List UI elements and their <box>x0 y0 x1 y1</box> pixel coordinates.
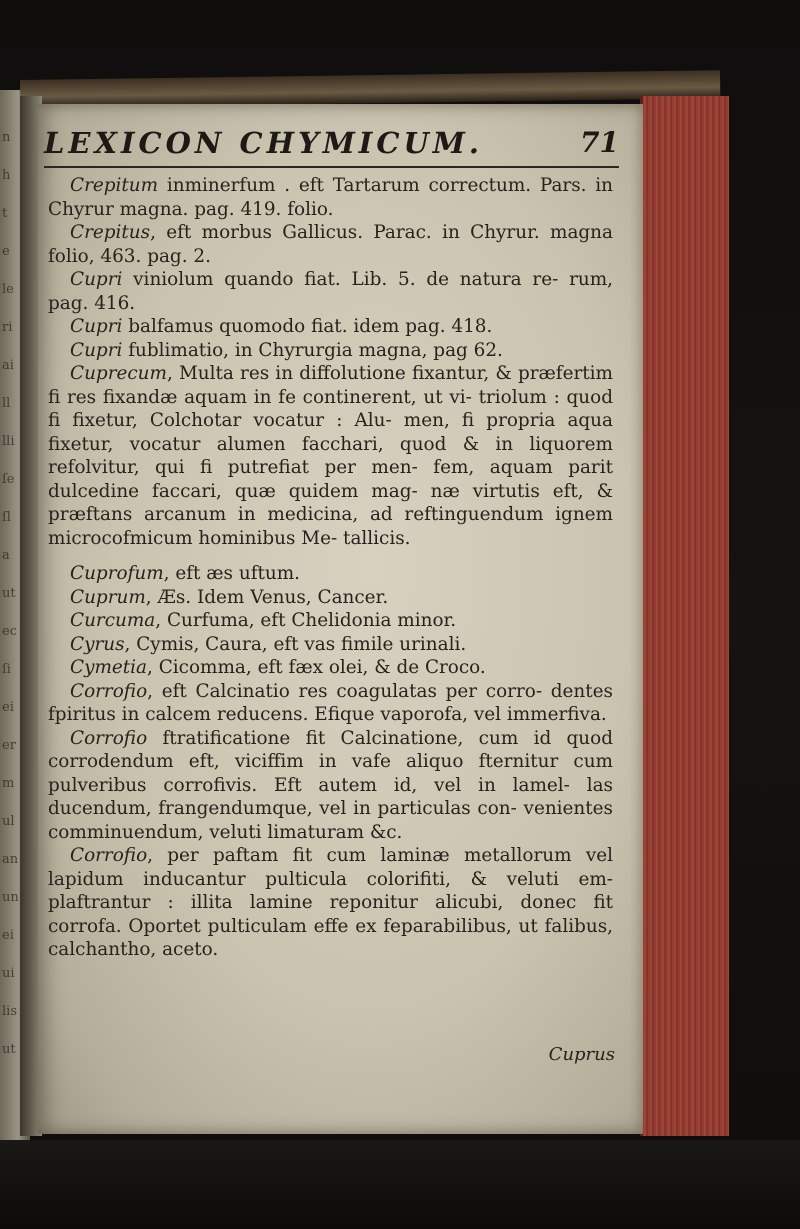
entry-term: Corrofio <box>70 727 148 749</box>
page-number: 71 <box>580 126 619 159</box>
adjacent-page-fragment: lli <box>2 434 15 449</box>
lexicon-entry <box>48 586 613 610</box>
adjacent-page-fragment: ei <box>2 700 14 715</box>
lexicon-entry <box>48 221 613 268</box>
lexicon-entry <box>48 174 613 221</box>
entry-text: balfamus quomodo fiat. idem pag. 418. <box>122 316 493 337</box>
adjacent-page-fragment: h <box>2 168 11 183</box>
adjacent-page-fragment: m <box>2 776 15 791</box>
adjacent-page-fragment: le <box>2 282 14 297</box>
adjacent-page-fragment: ec <box>2 624 17 639</box>
entry-text: ftratificatione fit Calcinatione, cum id quod corrodendum eft, viciffim in vafe aliquo fternitur cum pulveribus corrofivis. Eft autem id, vel in lamel- las ducendum, frangendumque, vel in particulas con- venientes comminuendum, veluti limaturam &c. <box>48 727 613 843</box>
entry-term: Cuprofum <box>70 563 164 584</box>
entry-text: , Cicomma, eft fæx olei, & de Croco. <box>147 657 486 678</box>
adjacent-page-fragment: ai <box>2 358 14 373</box>
lexicon-entry <box>48 339 613 363</box>
adjacent-page-fragment: ſi <box>2 662 11 677</box>
page-header <box>44 126 619 168</box>
adjacent-page-fragment: ſl <box>2 510 11 525</box>
entry-term: Crepitum <box>70 175 159 196</box>
adjacent-page-fragment: ſe <box>2 472 15 487</box>
adjacent-page-fragment: ut <box>2 1042 16 1057</box>
entry-text: , Æs. Idem Venus, Cancer. <box>145 586 389 608</box>
adjacent-page-fragment: un <box>2 890 19 905</box>
lexicon-entry <box>48 680 613 727</box>
entry-term: Corrofio <box>70 680 148 702</box>
lexicon-entries <box>48 174 613 962</box>
entry-text: inminerfum . eft Tartarum correctum. Pars. in Chyrur magna. pag. 419. folio. <box>48 175 613 220</box>
book-page <box>38 104 643 1134</box>
lexicon-entry <box>48 562 613 586</box>
lexicon-entry <box>48 362 613 550</box>
scan-background <box>0 1140 800 1229</box>
entry-text: , Multa res in diffolutione fixantur, & præfertim fi res fixandæ aquam in fe continerent, ut vi- triolum : quod fi fixetur, Colchotar vocatur : Alu- men, fi propria aqua fixetur, vocatur alumen facchari, quod & in liquorem refolvitur, qui fi putrefiat per men- fem, aquam parit dulcedine faccari, quæ quidem mag- næ virtutis eft, & præftans arcanum in medicina, ad reftinguendum ignem microcofmicum hominibus Me- tallicis. <box>48 363 613 549</box>
adjacent-page-fragment: ll <box>2 396 11 411</box>
entry-term: Crepitus <box>70 222 151 243</box>
adjacent-page-fragment: ut <box>2 586 16 601</box>
lexicon-entry <box>48 844 613 962</box>
red-page-edges <box>640 96 729 1136</box>
entry-text: , eft Calcinatio res coagulatas per corro- dentes fpiritus in calcem reducens. Efique vaporofa, vel immerfiva. <box>48 680 613 725</box>
entry-text: , Curfuma, eft Chelidonia minor. <box>155 610 457 631</box>
entry-text: , eft æs uftum. <box>163 563 301 584</box>
entry-term: Cupri <box>70 339 123 361</box>
adjacent-page-fragment: ei <box>2 928 14 943</box>
lexicon-entry <box>48 656 613 680</box>
adjacent-page-fragment: er <box>2 738 16 753</box>
entry-text: fublimatio, in Chyrurgia magna, pag 62. <box>122 339 503 361</box>
adjacent-page-fragment: ul <box>2 814 15 829</box>
entry-term: Cupri <box>70 269 123 290</box>
entry-term: Corrofio <box>70 845 148 866</box>
adjacent-page-fragment: ui <box>2 966 15 981</box>
lexicon-entry <box>48 315 613 339</box>
entry-text: , eft morbus Gallicus. Parac. in Chyrur. magna folio, 463. pag. 2. <box>48 222 613 267</box>
adjacent-page-fragment: an <box>2 852 19 867</box>
lexicon-entry <box>48 609 613 633</box>
entry-term: Curcuma <box>70 610 156 631</box>
adjacent-page-fragment: n <box>2 130 11 145</box>
catchword: Cuprus <box>548 1044 615 1065</box>
entry-term: Cuprum <box>70 586 146 608</box>
entry-term: Cyrus <box>70 633 125 655</box>
lexicon-entry <box>48 268 613 315</box>
lexicon-entry <box>48 633 613 657</box>
entry-text: , per paftam fit cum laminæ metallorum vel lapidum inducantur pulticula colorifiti, & veluti em- plaftrantur : illita lamine reponitur alicubi, donec fit corrofa. Oportet pulticulam effe ex feparabilibus, ut falibus, calchantho, aceto. <box>48 845 613 960</box>
lexicon-entry <box>48 727 613 845</box>
adjacent-page-fragment: ri <box>2 320 13 335</box>
entry-text: viniolum quando fiat. Lib. 5. de natura re- rum, pag. 416. <box>48 269 613 314</box>
adjacent-page-fragment: a <box>2 548 10 563</box>
entry-term: Cupri <box>70 316 123 337</box>
running-head: LEXICON CHYMICUM. <box>44 126 483 160</box>
entry-text: , Cymis, Caura, eft vas fimile urinali. <box>124 633 467 655</box>
entry-term: Cuprecum <box>70 363 167 384</box>
adjacent-page-fragment: lis <box>2 1004 17 1019</box>
book-cover-edge <box>20 70 720 108</box>
entry-term: Cymetia <box>70 657 148 678</box>
adjacent-page-fragment: e <box>2 244 10 259</box>
adjacent-page-fragment: t <box>2 206 8 221</box>
